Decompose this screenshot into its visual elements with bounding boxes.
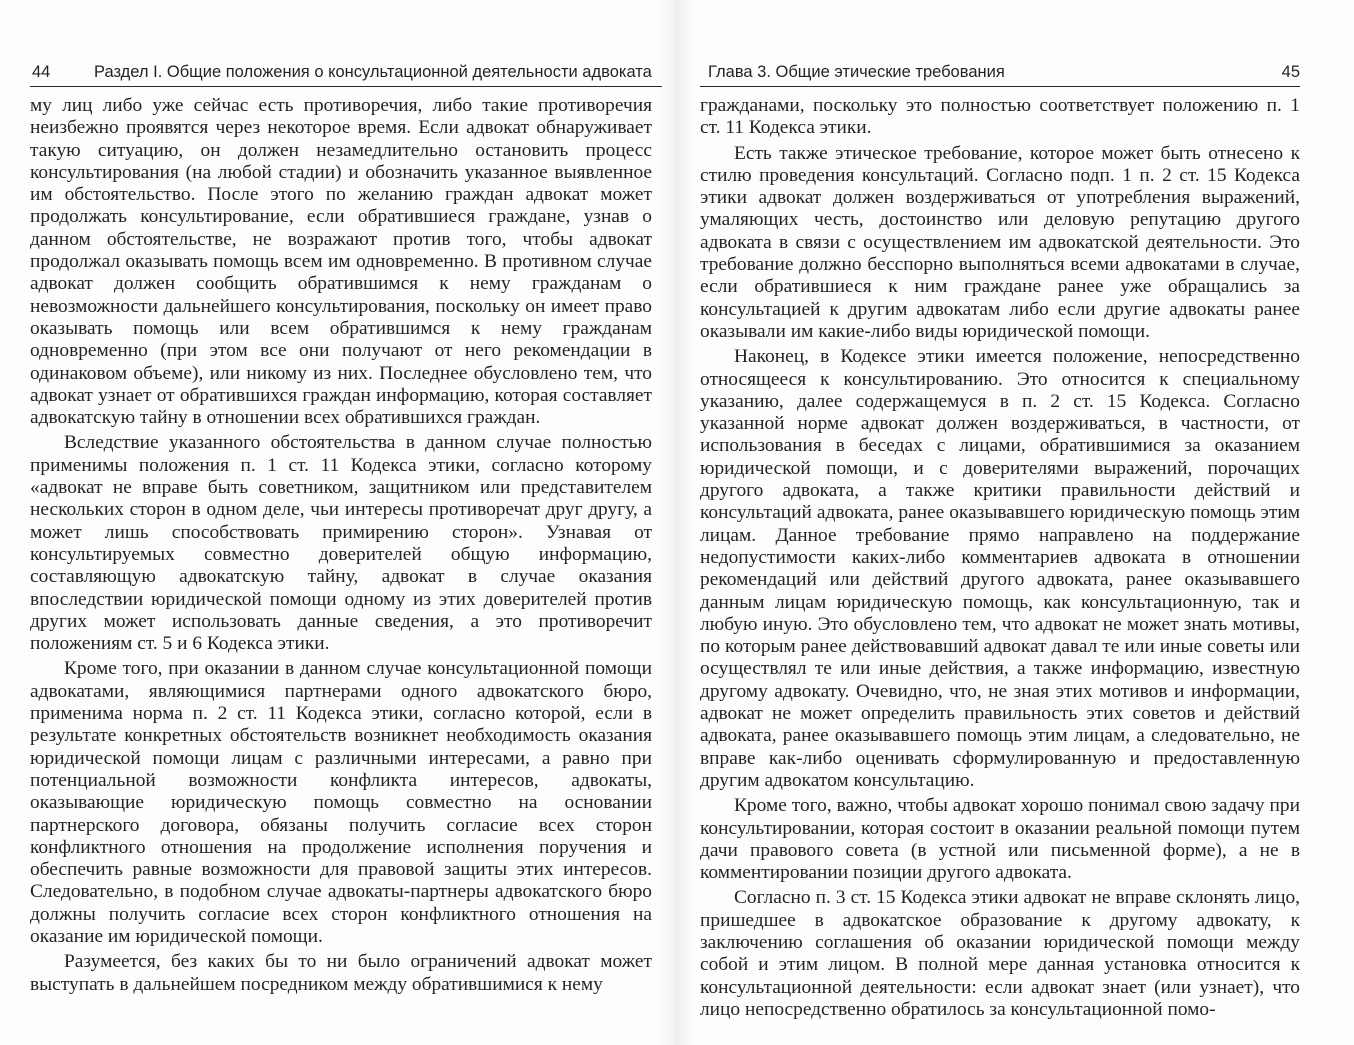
book-gutter <box>660 0 694 1045</box>
paragraph: гражданами, поскольку это полностью соответствует положению п. 1 ст. 11 Кодекса этики. <box>700 95 1300 139</box>
paragraph: Наконец, в Кодексе этики имеется положение, непосредственно относящееся к консультированию. Это относится к специальному указанию, далее содержащемуся в п. 2 ст. 15 Кодекса. Согласно указанной норме адвокат должен воздерживаться, в частности, от использования в беседах с лицами, обратившимися за оказанием юридической помощи, и с доверителями выражений, порочащих другого адвоката, а также критики правильности действий и консультаций адвоката, ранее оказывавшего юридическую помощь этим лицам. Данное требование прямо направлено на поддержание недопустимости каких-либо комментариев адвоката в отношении рекомендаций или действий другого адвоката, ранее оказывавшего данным лицам юридическую помощь, как консультационную, так и любую иную. Это обусловлено тем, что адвокат не может знать мотивы, по которым ранее действовавший адвокат давал те или иные советы или осуществлял те или иные действия, а также информацию, известную другому адвокату. Очевидно, что, не зная этих мотивов и информации, адвокат не может определить правильность этих советов и действий адвоката, ранее оказывавшего помощь этим лицам, а следовательно, не вправе как-либо оценивать сформулированную и предоставленную другим адвокатом консультацию. <box>700 346 1300 791</box>
paragraph: Есть также этическое требование, которое может быть отнесено к стилю проведения консультаций. Согласно подп. 1 п. 2 ст. 15 Кодекса этики адвокат должен воздерживаться от употребления выражений, умаляющих честь, достоинство или деловую репутацию другого адвоката в связи с осуществлением им адвокатской деятельности. Это требование должно бесспорно выполняться всеми адвокатами в случае, если обратившиеся к ним граждане ранее уже обращались за консультацией к другим адвокатам либо если другие адвокаты ранее оказывали им какие-либо виды юридической помощи. <box>700 142 1300 342</box>
paragraph: Разумеется, без каких бы то ни было ограничений адвокат может выступать в дальнейшем посредником между обратившимися к нему <box>30 951 652 995</box>
right-body-text <box>700 95 1300 1021</box>
section-title: Раздел I. Общие положения о консультационной деятельности адвоката <box>94 63 652 81</box>
chapter-title: Глава 3. Общие этические требования <box>708 63 1005 81</box>
paragraph: Кроме того, важно, чтобы адвокат хорошо понимал свою задачу при консультировании, которая состоит в оказании реальной помощи путем дачи правового совета (в устной или письменной форме), а не в комментировании позиции другого адвоката. <box>700 795 1300 884</box>
page-number-left: 44 <box>32 63 51 81</box>
left-page <box>30 0 652 1045</box>
paragraph: Вследствие указанного обстоятельства в данном случае полностью применимы положения п. 1 ст. 11 Кодекса этики, согласно которому «адвокат не вправе быть советником, защитником или представителем нескольких сторон в одном деле, чьи интересы противоречат друг другу, а может лишь способствовать примирению сторон». Узнавая от консультируемых совместно доверителей общую информацию, составляющую адвокатскую тайну, адвокат в случае оказания впоследствии юридической помощи одному из этих доверителей против других может использовать данные сведения, а это противоречит положениям ст. 5 и 6 Кодекса этики. <box>30 432 652 655</box>
right-running-head <box>700 58 1300 87</box>
right-page <box>700 0 1300 1045</box>
paragraph: му лиц либо уже сейчас есть противоречия, либо такие противоречия неизбежно проявятся через некоторое время. Если адвокат обнаруживает такую ситуацию, он должен незамедлительно остановить процесс консультирования (на любой стадии) и обозначить указанное выявленное им обстоятельство. После этого по желанию граждан адвокат может продолжать консультирование, если обратившиеся граждане, узнав о данном обстоятельстве, не возражают против того, чтобы адвокат продолжал оказывать помощь всем им одновременно. В противном случае адвокат должен сообщить обратившимся к нему гражданам о невозможности дальнейшего консультирования, поскольку он имеет право оказывать помощь или всем обратившимся к нему гражданам одновременно (при этом все они получают от него рекомендации в одинаковом объеме), или никому из них. Последнее обусловлено тем, что адвокат узнает от обратившихся граждан информацию, которая составляет адвокатскую тайну в отношении всех обратившихся граждан. <box>30 95 652 429</box>
paragraph: Кроме того, при оказании в данном случае консультационной помощи адвокатами, являющимися партнерами одного адвокатского бюро, применима норма п. 2 ст. 11 Кодекса этики, согласно которой, если в результате конкретных обстоятельств возникнет необходимость оказания юридической помощи лицам с различными интересами, а равно при потенциальной возможности конфликта интересов, адвокаты, оказывающие юридическую помощь совместно на основании партнерского договора, обязаны получить согласие всех сторон конфликтного отношения на продолжение исполнения поручения и обеспечить равные возможности для правовой защиты этих интересов. Следовательно, в подобном случае адвокаты-партнеры адвокатского бюро должны получить согласие всех сторон конфликтного отношения на оказание им юридической помощи. <box>30 658 652 947</box>
left-running-head <box>30 58 662 87</box>
left-body-text <box>30 95 652 996</box>
page-number-right: 45 <box>1281 63 1300 81</box>
paragraph: Согласно п. 3 ст. 15 Кодекса этики адвокат не вправе склонять лицо, пришедшее в адвокатское образование к другому адвокату, к заключению соглашения об оказании юридической помощи между собой и этим лицом. В полной мере данная установка относится к консультационной деятельности: если адвокат знает (или узнает), что лицо непосредственно обратилось за консультационной помо- <box>700 887 1300 1020</box>
